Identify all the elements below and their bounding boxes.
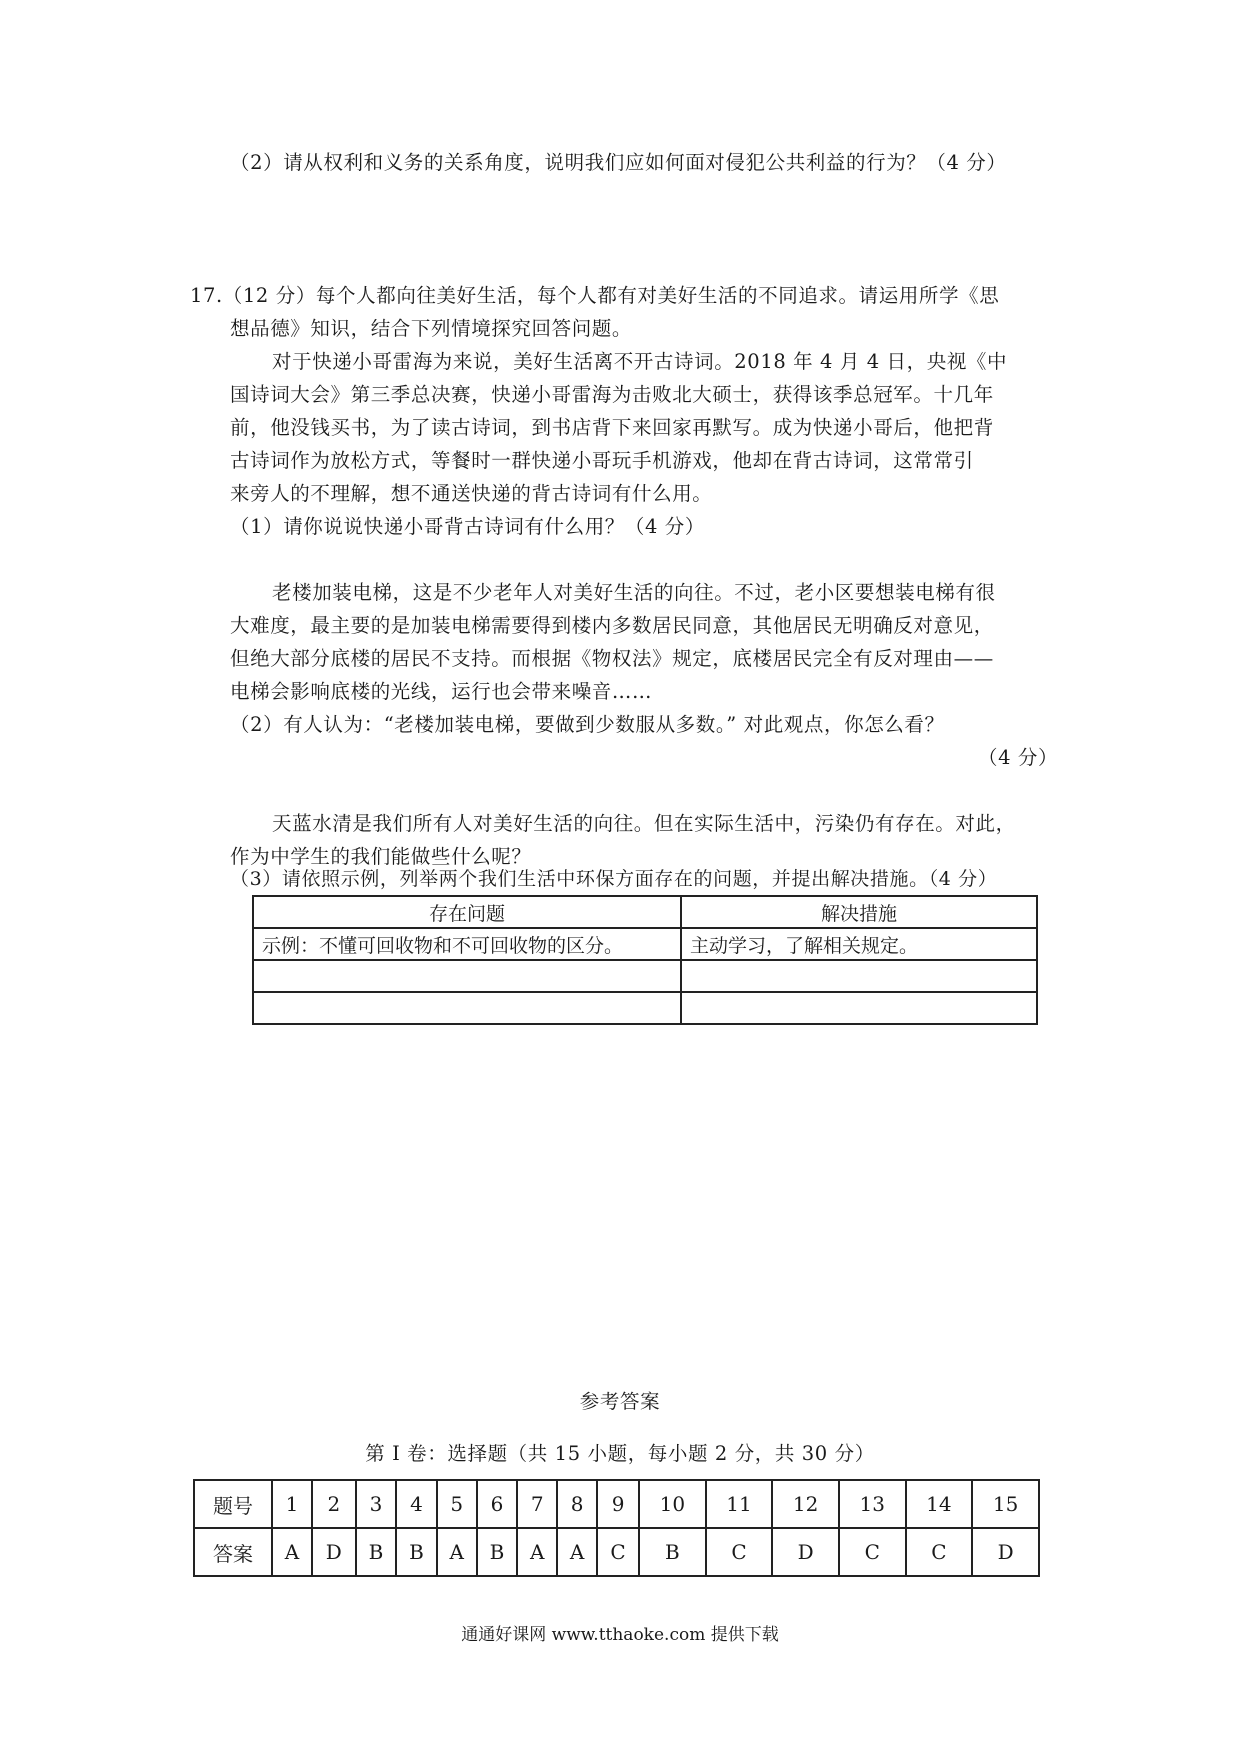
- answer-key: D: [772, 1528, 839, 1576]
- scenario2-line: 老楼加装电梯，这是不少老年人对美好生活的向往。不过，老小区要想装电梯有很: [272, 581, 996, 604]
- answers-title: 参考答案: [579, 1390, 661, 1413]
- scenario2-line: 大难度，最主要的是加装电梯需要得到楼内多数居民同意，其他居民无明确反对意见，: [230, 614, 994, 637]
- table-row: [253, 960, 1037, 992]
- table-header-cell: 解决措施: [681, 896, 1037, 928]
- question-number: 3: [356, 1480, 397, 1528]
- row-label: 题号: [194, 1480, 272, 1528]
- scenario2-line: 但绝大部分底楼的居民不支持。而根据《物权法》规定，底楼居民完全有反对理由——: [230, 647, 994, 670]
- question-number: 2: [312, 1480, 356, 1528]
- answer-key: C: [706, 1528, 773, 1576]
- scenario3-line: 作为中学生的我们能做些什么呢？: [230, 845, 532, 868]
- row-label: 答案: [194, 1528, 272, 1576]
- answer-key: C: [839, 1528, 906, 1576]
- question2-score: （4 分）: [978, 746, 1059, 769]
- question-number: 13: [839, 1480, 906, 1528]
- table-cell: [681, 960, 1037, 992]
- scenario1-line: 对于快递小哥雷海为来说，美好生活离不开古诗词。2018 年 4 月 4 日，央视《中: [272, 350, 1008, 373]
- answer-key: C: [597, 1528, 639, 1576]
- table-row: [253, 928, 1037, 960]
- q17-intro-line2: 想品德》知识，结合下列情境探究回答问题。: [230, 317, 633, 340]
- question-number: 11: [706, 1480, 773, 1528]
- scenario3-line: 天蓝水清是我们所有人对美好生活的向往。但在实际生活中，污染仍有存在。对此，: [272, 812, 1016, 835]
- scenario1-line: 来旁人的不理解，想不通送快递的背古诗词有什么用。: [230, 482, 713, 505]
- answer-key: B: [477, 1528, 518, 1576]
- answer-key: B: [639, 1528, 706, 1576]
- table-cell: [253, 960, 681, 992]
- scenario1-line: 古诗词作为放松方式，等餐时一群快递小哥玩手机游戏，他却在背古诗词，这常常引: [230, 449, 974, 472]
- answer-key: C: [906, 1528, 973, 1576]
- question-number: 9: [597, 1480, 639, 1528]
- scenario1-line: 国诗词大会》第三季总决赛，快递小哥雷海为击败北大硕士，获得该季总冠军。十几年: [230, 383, 994, 406]
- question-number: 12: [772, 1480, 839, 1528]
- table-header-row: [253, 896, 1037, 928]
- answer-key-table: [193, 1479, 1040, 1577]
- answer-key: A: [557, 1528, 597, 1576]
- answers-section: 第 I 卷：选择题（共 15 小题，每小题 2 分，共 30 分）: [365, 1442, 875, 1465]
- question-number: 14: [906, 1480, 973, 1528]
- environment-table: [252, 895, 1038, 1025]
- question3: （3）请依照示例，列举两个我们生活中环保方面存在的问题，并提出解决措施。（4 分）: [230, 868, 998, 890]
- answer-numbers-row: [194, 1480, 1039, 1528]
- table-cell: 主动学习，了解相关规定。: [681, 928, 1037, 960]
- question-number: 10: [639, 1480, 706, 1528]
- footer-download-note: 通通好课网 www.tthaoke.com 提供下载: [461, 1625, 779, 1645]
- answer-key: B: [356, 1528, 397, 1576]
- table-cell: 示例：不懂可回收物和不可回收物的区分。: [253, 928, 681, 960]
- question1: （1）请你说说快递小哥背古诗词有什么用？（4 分）: [230, 515, 706, 538]
- q16-part2: （2）请从权利和义务的关系角度，说明我们应如何面对侵犯公共利益的行为？（4 分）: [230, 151, 1007, 174]
- question-number: 7: [517, 1480, 557, 1528]
- question2: （2）有人认为：“老楼加装电梯，要做到少数服从多数。” 对此观点，你怎么看？: [230, 713, 945, 736]
- table-header-cell: 存在问题: [253, 896, 681, 928]
- q17-intro-line1: 17.（12 分）每个人都向往美好生活，每个人都有对美好生活的不同追求。请运用所学《思: [190, 284, 1000, 307]
- answer-key: A: [517, 1528, 557, 1576]
- answer-key: B: [396, 1528, 437, 1576]
- answer-keys-row: [194, 1528, 1039, 1576]
- question-number: 4: [396, 1480, 437, 1528]
- answer-key: A: [272, 1528, 312, 1576]
- table-row: [253, 992, 1037, 1024]
- scenario1-line: 前，他没钱买书，为了读古诗词，到书店背下来回家再默写。成为快递小哥后，他把背: [230, 416, 994, 439]
- question-number: 5: [437, 1480, 477, 1528]
- table-cell: [681, 992, 1037, 1024]
- question-number: 6: [477, 1480, 518, 1528]
- scenario2-line: 电梯会影响底楼的光线，运行也会带来噪音……: [230, 680, 653, 703]
- answer-key: D: [312, 1528, 356, 1576]
- question-number: 1: [272, 1480, 312, 1528]
- table-cell: [253, 992, 681, 1024]
- question-number: 8: [557, 1480, 597, 1528]
- answer-key: A: [437, 1528, 477, 1576]
- question-number: 15: [972, 1480, 1039, 1528]
- answer-key: D: [972, 1528, 1039, 1576]
